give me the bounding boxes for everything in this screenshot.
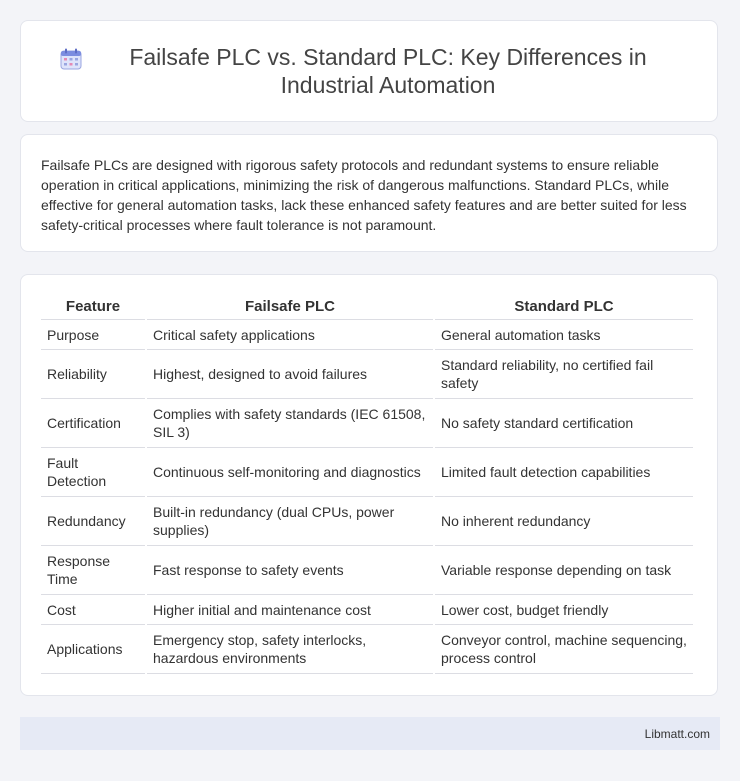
table-row — [41, 546, 693, 595]
comparison-table — [39, 297, 695, 674]
title-wrap — [59, 43, 679, 99]
table-row — [41, 497, 693, 546]
feature-cell: Reliability — [41, 350, 145, 399]
failsafe-cell: Highest, designed to avoid failures — [147, 350, 433, 399]
standard-cell: Variable response depending on task — [435, 546, 693, 595]
failsafe-cell: Continuous self-monitoring and diagnostics — [147, 448, 433, 497]
feature-cell: Redundancy — [41, 497, 145, 546]
failsafe-cell: Critical safety applications — [147, 320, 433, 350]
calendar-icon — [59, 47, 83, 71]
standard-cell: Lower cost, budget friendly — [435, 595, 693, 625]
table-header-row — [41, 297, 693, 320]
table-row — [41, 595, 693, 625]
header-failsafe-plc: Failsafe PLC — [147, 297, 433, 320]
feature-cell: Purpose — [41, 320, 145, 350]
failsafe-cell: Fast response to safety events — [147, 546, 433, 595]
failsafe-cell: Higher initial and maintenance cost — [147, 595, 433, 625]
standard-cell: General automation tasks — [435, 320, 693, 350]
feature-cell: Certification — [41, 399, 145, 448]
comparison-card — [20, 274, 718, 696]
page-title: Failsafe PLC vs. Standard PLC: Key Differences in Industrial Automation — [129, 44, 647, 98]
failsafe-cell: Emergency stop, safety interlocks, hazardous environments — [147, 625, 433, 674]
table-row — [41, 625, 693, 674]
feature-cell: Fault Detection — [41, 448, 145, 497]
table-row — [41, 350, 693, 399]
header-feature: Feature — [41, 297, 145, 320]
failsafe-cell: Complies with safety standards (IEC 61508, SIL 3) — [147, 399, 433, 448]
intro-paragraph: Failsafe PLCs are designed with rigorous safety protocols and redundant systems to ensure reliable operation in critical applications, minimizing the risk of dangerous malfunctions. Standard PLCs, while effective for general automation tasks, lack these enhanced safety features and are better suited for less safety-critical processes where fault tolerance is not paramount. — [41, 157, 687, 233]
header-standard-plc: Standard PLC — [435, 297, 693, 320]
standard-cell: Conveyor control, machine sequencing, process control — [435, 625, 693, 674]
failsafe-cell: Built-in redundancy (dual CPUs, power supplies) — [147, 497, 433, 546]
table-row — [41, 399, 693, 448]
standard-cell: No safety standard certification — [435, 399, 693, 448]
standard-cell: Limited fault detection capabilities — [435, 448, 693, 497]
feature-cell: Applications — [41, 625, 145, 674]
table-row — [41, 320, 693, 350]
footer-bar — [20, 717, 720, 750]
feature-cell: Response Time — [41, 546, 145, 595]
footer-brand: Libmatt.com — [644, 726, 710, 741]
table-row — [41, 448, 693, 497]
intro-card — [20, 134, 718, 252]
standard-cell: No inherent redundancy — [435, 497, 693, 546]
title-card — [20, 20, 718, 122]
standard-cell: Standard reliability, no certified fail safety — [435, 350, 693, 399]
feature-cell: Cost — [41, 595, 145, 625]
